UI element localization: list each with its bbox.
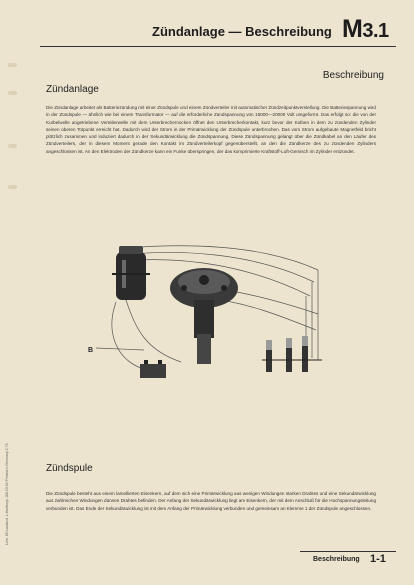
- page-title: Zündanlage — Beschreibung: [152, 24, 332, 39]
- section-text-zuendanlage: Die Zündanlage arbeitet als Batteriezündung mit einer Zündspule und einem Zündverteiler mit automatischer Zündzeitpunktverstellung. Die Batteriespannung wird in der Zündspule — ähnlich wie bei einem Transformator — auf die erforderliche Zündspannung von 15000—20000 Volt umgeformt. Das erfolgt so: die von der Kurbelwelle angetriebene Verteilerwelle mit dem Unterbrechernocken öffnet den Unterbrecherkontakt, kurz bevor der Kolben in dem zu zündenden Zylinder seinen oberen Totpunkt erreicht hat. Dadurch wird der Strom in der Primärwicklung der Zündspule unterbrochen. Das vom Strom aufgebaute Magnetfeld bricht plötzlich zusammen und induziert dadurch in der Sekundärwicklung die Zündspannung. Diese Zündspannung gelangt über die Zündkabel an den Läufer des Zündverteilers, der in diesem Moment gerade den Kontakt im Zündverteilerkopf gegenüberstellt, an den die Zündkerze des zu zündenden Zylinders angeschlossen ist. An den Elektroden der Zündkerze kann ein Funke überspringen, der das komprimierte Kraftstoff-Luft-Gemisch im Zylinder entzündet.: [46, 105, 376, 154]
- subheading: Beschreibung: [322, 70, 384, 81]
- distributor: [170, 268, 238, 364]
- ignition-coil: [112, 246, 150, 300]
- section-code: [342, 15, 389, 44]
- spark-plugs: [262, 336, 322, 372]
- battery: [140, 360, 166, 378]
- print-info: Lehr. 88 Landwirt. L-Hartkopp 188.23.62 Printed in Germany 2.75: [5, 443, 9, 545]
- binder-hole: [8, 144, 17, 148]
- footer-label: Beschreibung: [313, 556, 360, 563]
- binder-hole: [8, 185, 17, 189]
- section-title-zuendspule: Zündspule: [46, 463, 93, 474]
- section-text-zuendspule: Die Zündspule besteht aus einem lamellierten Eisenkern, auf dem sich eine Primärwicklung aus wenigen Windungen starken Drahtes und eine Sekundärwicklung aus zahlreichen Windungen dünnen Drahtes befinden. Der Anfang der Sekundärwicklung liegt am Eisenkern, der mit dem Anschluß für die Hochspannungsleitung verbunden ist. Das Ende der Sekundärwicklung ist mit dem Anfang der Primärwicklung verbunden und gemeinsam an Klemme 1 der Zündspule angeschlossen.: [46, 491, 376, 511]
- ignition-system-diagram: [86, 230, 332, 400]
- header-rule: [40, 46, 396, 47]
- page-number: 1-1: [370, 553, 386, 565]
- section-title-zuendanlage: Zündanlage: [46, 84, 99, 95]
- section-code-number: 3.1: [362, 20, 389, 42]
- diagram-label-b: B: [88, 347, 94, 354]
- section-code-letter: M: [342, 15, 363, 43]
- footer-rule: [300, 551, 396, 552]
- binder-hole: [8, 91, 17, 95]
- binder-hole: [8, 63, 17, 67]
